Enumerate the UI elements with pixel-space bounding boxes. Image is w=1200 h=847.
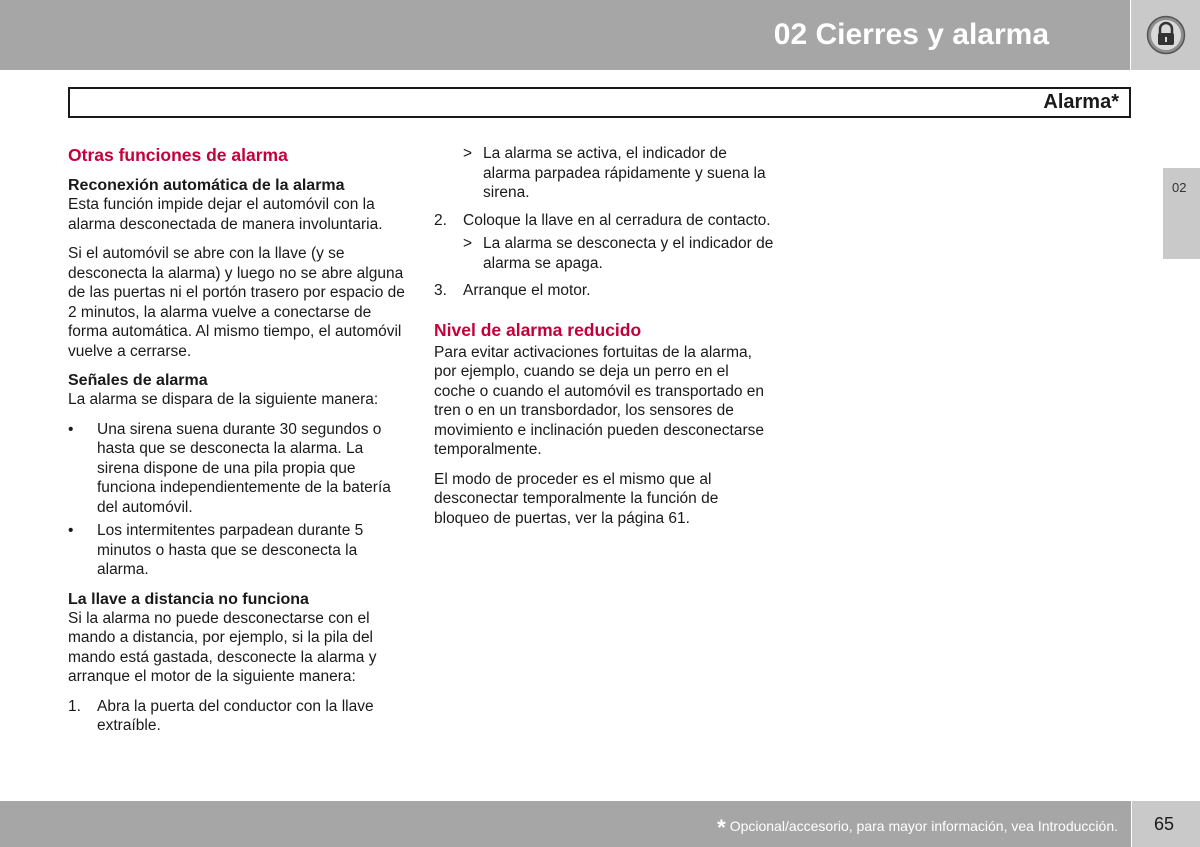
heading-remote-not-working: La llave a distancia no funciona xyxy=(68,590,309,608)
heading-other-functions: Otras funciones de alarma xyxy=(68,145,288,165)
left-column xyxy=(68,144,408,740)
footer-bar xyxy=(0,801,1131,847)
heading-reduced-alarm: Nivel de alarma reducido xyxy=(434,319,642,340)
result-mark: > xyxy=(463,145,473,162)
page-number-box xyxy=(1132,801,1200,847)
paragraph: Para evitar activaciones fortuitas de la alarma, por ejemplo, cuando se deja un perro en el coche o cuando el automóvil es transportado en tren o en un transbordador, los sensores de movimiento e inclinación pueden desconectarse temporalmente. xyxy=(434,343,765,458)
section-header xyxy=(68,87,1131,118)
right-column xyxy=(434,144,774,538)
paragraph: La alarma se dispara de la siguiente manera: xyxy=(68,391,379,408)
paragraph: Si el automóvil se abre con la llave (y se desconecta la alarma) y luego no se abre alguna de las puertas ni el portón trasero por espacio de 2 minutos, la alarma vuelve a conectarse de forma automática. Al mismo tiempo, el automóvil vuelve a cerrarse. xyxy=(68,245,405,360)
footer-note: * Opcional/accesorio, para mayor información, vea Introducción. xyxy=(717,815,1118,840)
list-item: • Una sirena suena durante 30 segundos o hasta que se desconecta la alarma. La sirena dispone de una pila propia que funciona independientemente de la batería del automóvil. xyxy=(68,420,391,516)
step-number: 2. xyxy=(434,211,447,229)
header-bar xyxy=(0,0,1130,70)
paragraph: Si la alarma no puede desconectarse con el mando a distancia, por ejemplo, si la pila del mando está gastada, desconecte la alarma y arranque el motor de la siguiente manera: xyxy=(68,609,377,685)
paragraph: El modo de proceder es el mismo que al desconectar temporalmente la función de bloqueo de puertas, ver la página 61. xyxy=(434,470,719,527)
page-number: 65 xyxy=(1154,814,1175,834)
heading-auto-reconnect: Reconexión automática de la alarma xyxy=(68,177,345,194)
step-item: 1. Abra la puerta del conductor con la llave extraíble. xyxy=(68,697,374,734)
list-item: • Los intermitentes parpadean durante 5 minutos o hasta que se desconecta la alarma. xyxy=(68,522,364,578)
paragraph: Esta función impide dejar el automóvil con la alarma desconectada de manera involuntaria. xyxy=(68,196,383,233)
lock-icon xyxy=(1146,15,1186,55)
heading-alarm-signals: Señales de alarma xyxy=(68,372,208,389)
step-number: 3. xyxy=(434,282,447,299)
section-title: Alarma* xyxy=(1043,91,1119,113)
bullet-list xyxy=(68,420,408,580)
step-number: 1. xyxy=(68,697,81,715)
bullet-mark: • xyxy=(68,420,74,438)
result-item: > La alarma se desconecta y el indicador de alarma se apaga. xyxy=(463,235,774,272)
chapter-tab xyxy=(1163,168,1200,259)
result-mark: > xyxy=(463,235,473,252)
chapter-title: 02 Cierres y alarma xyxy=(773,18,1049,51)
bullet-mark: • xyxy=(68,522,74,539)
step-item: 2. Coloque la llave en al cerradura de contacto. xyxy=(434,211,771,229)
result-item: > La alarma se activa, el indicador de alarma parpadea rápidamente y suena la sirena. xyxy=(463,145,766,201)
footer-star: * xyxy=(717,815,726,840)
chapter-tab-label: 02 xyxy=(1172,180,1187,195)
step-item: 3. Arranque el motor. xyxy=(434,282,591,299)
header-icon-box xyxy=(1131,0,1200,70)
